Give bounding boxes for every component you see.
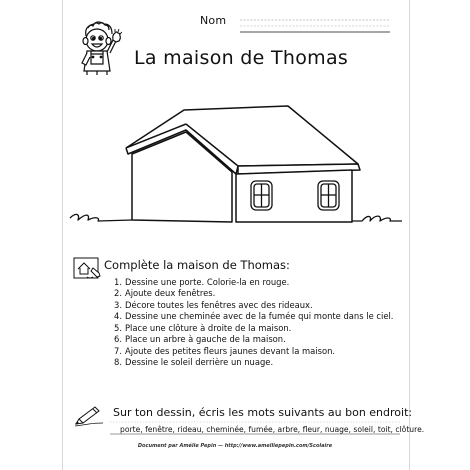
instruction-item: 1. Dessine une porte. Colorie-la en rouge. (114, 277, 290, 287)
name-label: Nom (200, 14, 227, 27)
instruction-item: 3. Décore toutes les fenêtres avec des rideaux. (114, 299, 313, 310)
instructions-title: Complète la maison de Thomas: (104, 258, 290, 272)
instruction-item: 7. Ajoute des petites fleurs jaunes devant la maison. (114, 345, 336, 356)
instruction-item: 5. Place une clôture à droite de la maison. (114, 322, 292, 333)
waving-boy-icon (72, 18, 122, 76)
instruction-item: 2. Ajoute deux fenêtres. (114, 288, 216, 299)
instruction-item: 6. Place un arbre à gauche de la maison. (114, 334, 286, 345)
instruction-item: 4. Dessine une cheminée avec de la fumée qui monte dans le ciel. (114, 311, 394, 322)
house-drawing (66, 100, 404, 240)
worksheet-title: La maison de Thomas (134, 47, 349, 69)
instruction-list (112, 277, 393, 369)
house-drawing-icon (73, 257, 101, 281)
words-section-title: Sur ton dessin, écris les mots suivants au bon endroit: (113, 406, 413, 419)
pencil-icon (73, 405, 105, 427)
instruction-item: 8. Dessine le soleil derrière un nuage. (114, 357, 274, 368)
footer-credit: Document par Amélie Pepin — http://www.amelliepepin.com/Scolaire (137, 443, 333, 449)
word-bank: porte, fenêtre, rideau, cheminée, fumée, arbre, fleur, nuage, soleil, toit, clôture. (120, 425, 425, 434)
name-writing-lines[interactable] (240, 19, 390, 33)
